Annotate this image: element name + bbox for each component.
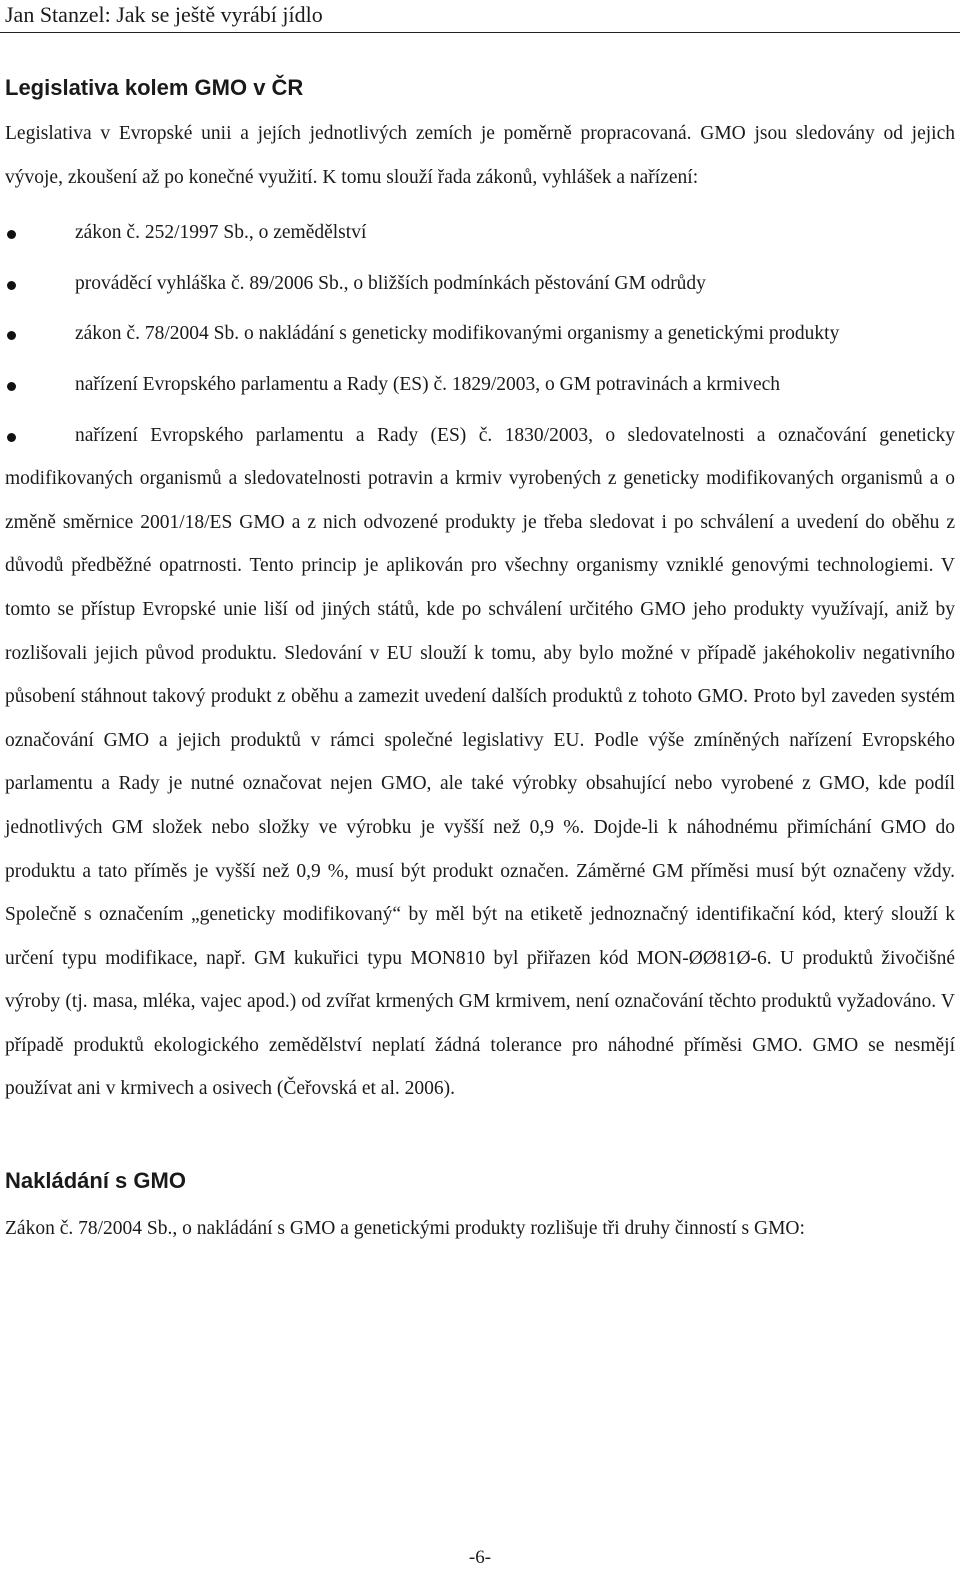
- list-item: [5, 363, 955, 407]
- bullet-icon: [7, 331, 16, 340]
- section-title-nakladani: Nakládání s GMO: [5, 1168, 186, 1194]
- bullet-icon: [7, 433, 16, 442]
- list-item: [5, 414, 955, 1112]
- list-item: [5, 211, 955, 255]
- list-item: [5, 262, 955, 306]
- legislation-list: [5, 211, 955, 1111]
- page-number: -6-: [468, 1547, 492, 1568]
- bullet-icon: [7, 281, 16, 290]
- running-header: Jan Stanzel: Jak se ještě vyrábí jídlo: [0, 0, 960, 33]
- list-item: [5, 312, 955, 356]
- list-item-text: prováděcí vyhláška č. 89/2006 Sb., o bližších podmínkách pěstování GM odrůdy: [75, 272, 706, 294]
- list-item-text: nařízení Evropského parlamentu a Rady (ES) č. 1830/2003, o sledovatelnosti a označování geneticky modifikovaných organismů a sledovatelnosti potravin a krmiv vyrobených z geneticky modifikovaných organismů a o změně směrnice 2001/18/ES GMO a z nich odvozené produkty je třeba sledovat i po schválení a uvedení do oběhu z důvodů předběžné opatrnosti. Tento princip je aplikován pro všechny organismy vzniklé genovými technologiemi. V tomto se přístup Evropské unie liší od jiných států, kde po schválení určitého GMO jeho produkty využívají, aniž by rozlišovali jejich původ produktu. Sledování v EU slouží k tomu, aby bylo možné v případě jakéhokoliv negativního působení stáhnout takový produkt z oběhu a zamezit uvedení dalších produktů z tohoto GMO. Proto byl zaveden systém označování GMO a jejich produktů v rámci společné legislativy EU. Podle výše zmíněných nařízení Evropského parlamentu a Rady je nutné označovat nejen GMO, ale také výrobky obsahující nebo vyrobené z GMO, kde podíl jednotlivých GM složek nebo složky ve výrobku je vyšší než 0,9 %. Dojde-li k náhodnému přimíchání GMO do produktu a tato příměs je vyšší než 0,9 %, musí být produkt označen. Záměrné GM příměsi musí být označeny vždy. Společně s označením „geneticky modifikovaný“ by měl být na etiketě jednoznačný identifikační kód, který slouží k určení typu modifikace, např. GM kukuřici typu MON810 byl přiřazen kód MON-ØØ81Ø-6. U produktů živočišné výroby (tj. masa, mléka, vajec apod.) od zvířat krmených GM krmivem, není označování těchto produktů vyžadováno. V případě produktů ekologického zemědělství neplatí žádná tolerance pro náhodné příměsi GMO. GMO se nesmějí používat ani v krmivech a osivech (Čeřovská et al. 2006).: [5, 424, 955, 1100]
- list-item-text: zákon č. 252/1997 Sb., o zemědělství: [75, 222, 367, 244]
- section-title-legislativa: Legislativa kolem GMO v ČR: [5, 75, 304, 100]
- intro-paragraph: Legislativa v Evropské unii a jejích jednotlivých zemích je poměrně propracovaná. GMO jsou sledovány od jejich vývoje, zkoušení až po konečné využití. K tomu slouží řada zákonů, vyhlášek a nařízení:: [5, 123, 955, 188]
- nakladani-paragraph: Zákon č. 78/2004 Sb., o nakládání s GMO a genetickými produkty rozlišuje tři druhy činností s GMO:: [5, 1218, 805, 1240]
- bullet-icon: [7, 382, 16, 391]
- bullet-icon: [7, 230, 16, 239]
- list-item-text: nařízení Evropského parlamentu a Rady (ES) č. 1829/2003, o GM potravinách a krmivech: [75, 373, 781, 395]
- list-item-text: zákon č. 78/2004 Sb. o nakládání s geneticky modifikovanými organismy a genetickými produkty: [75, 323, 840, 345]
